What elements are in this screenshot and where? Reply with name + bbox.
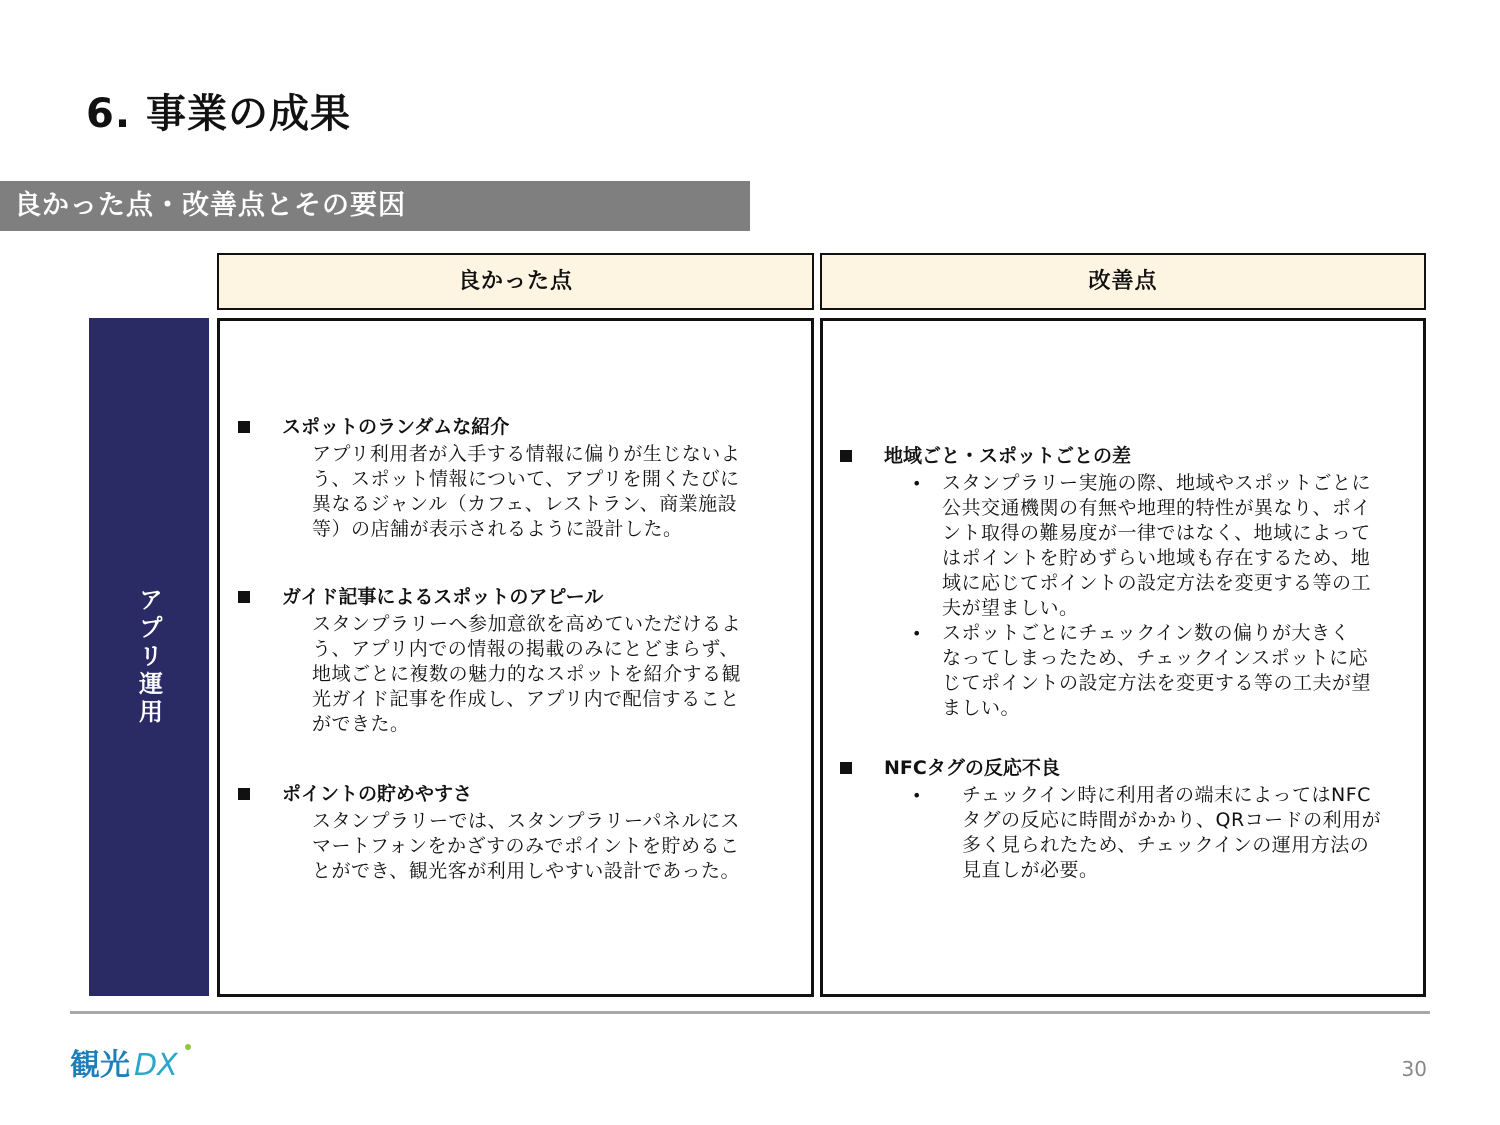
square-bullet-icon bbox=[238, 421, 250, 433]
good-point-heading: ガイド記事によるスポットのアピール bbox=[236, 582, 796, 612]
good-point-body: スタンプラリーへ参加意欲を高めていただけるよ う、アプリ内での情報の掲載のみにとどまらず、 地域ごとに複数の魅力的なスポットを紹介する観 光ガイド記事を作成し、アプリ内で配信すること ができた。 bbox=[312, 613, 742, 735]
improvement-item bbox=[838, 753, 1413, 883]
bullet-dot-icon: • bbox=[912, 786, 922, 805]
bullet-dot-icon: • bbox=[912, 624, 922, 643]
section-label: 良かった点・改善点とその要因 bbox=[0, 181, 750, 231]
good-point-heading: スポットのランダムな紹介 bbox=[236, 412, 796, 442]
improvement-bullets bbox=[838, 783, 1413, 883]
column-header-improve: 改善点 bbox=[820, 253, 1426, 310]
square-bullet-icon bbox=[238, 591, 250, 603]
good-point-item bbox=[236, 779, 796, 884]
good-point-item bbox=[236, 582, 796, 737]
kanko-dx-logo bbox=[70, 1038, 196, 1086]
good-points-panel bbox=[217, 318, 814, 997]
improvement-item bbox=[838, 441, 1413, 721]
improvements-panel bbox=[820, 318, 1426, 997]
list-item: • スポットごとにチェックイン数の偏りが大きく なってしまったため、チェックインスポットに応 じてポイントの設定方法を変更する等の工夫が望 ましい。 bbox=[912, 622, 1372, 719]
svg-text:DX: DX bbox=[134, 1048, 178, 1083]
svg-text:観光: 観光 bbox=[70, 1048, 130, 1083]
row-label bbox=[89, 318, 209, 996]
bullet-dot-icon: • bbox=[912, 474, 922, 493]
improvement-heading: 地域ごと・スポットごとの差 bbox=[838, 441, 1413, 471]
improvement-bullets bbox=[838, 471, 1413, 721]
page-number: 30 bbox=[1401, 1057, 1427, 1081]
good-point-item bbox=[236, 412, 796, 542]
good-point-body: スタンプラリーでは、スタンプラリーパネルにス マートフォンをかざすのみでポイントを貯めるこ とができ、観光客が利用しやすい設計であった。 bbox=[312, 810, 741, 882]
row-label-text: アプリ運用 bbox=[134, 587, 163, 727]
list-item: • スタンプラリー実施の際、地域やスポットごとに 公共交通機関の有無や地理的特性が異なり、ポイ ント取得の難易度が一律ではなく、地域によって はポイントを貯めずらい地域も存在するため、地 域に応じてポイントの設定方法を変更する等の工 夫が望ましい。 bbox=[912, 472, 1372, 619]
improvement-heading: NFCタグの反応不良 bbox=[838, 753, 1413, 783]
square-bullet-icon bbox=[840, 762, 852, 774]
good-point-heading: ポイントの貯めやすさ bbox=[236, 779, 796, 809]
good-point-body: アプリ利用者が入手する情報に偏りが生じないよ う、スポット情報について、アプリを開くたびに 異なるジャンル（カフェ、レストラン、商業施設 等）の店舗が表示されるように設計した。 bbox=[312, 443, 741, 540]
square-bullet-icon bbox=[238, 788, 250, 800]
square-bullet-icon bbox=[840, 450, 852, 462]
footer-divider bbox=[70, 1011, 1430, 1014]
list-item: • チェックイン時に利用者の端末によってはNFC タグの反応に時間がかかり、QRコードの利用が 多く見られたため、チェックインの運用方法の 見直しが必要。 bbox=[912, 784, 1382, 881]
kanko-dx-logo-mark bbox=[70, 1038, 196, 1086]
page-title: 6. 事業の成果 bbox=[86, 91, 351, 137]
column-header-good: 良かった点 bbox=[217, 253, 814, 310]
